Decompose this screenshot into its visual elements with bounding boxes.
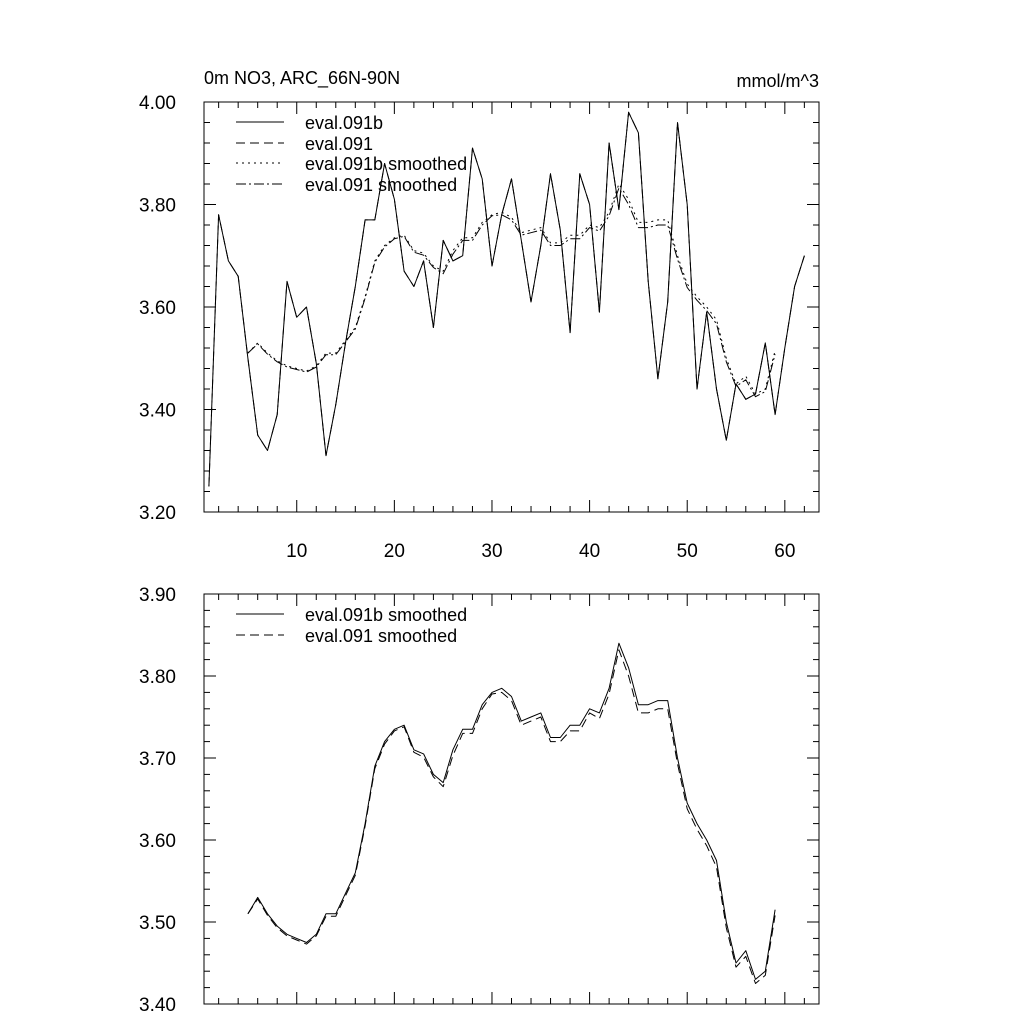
y-tick-label: 3.60 bbox=[139, 831, 176, 852]
units-label: mmol/m^3 bbox=[736, 71, 819, 91]
series-line-eval-091b bbox=[209, 112, 805, 486]
y-tick-label: 3.90 bbox=[139, 585, 176, 606]
chart-title: 0m NO3, ARC_66N-90N bbox=[204, 68, 401, 88]
legend-label-eval-091b-smoothed: eval.091b smoothed bbox=[305, 154, 468, 174]
y-tick-label: 3.20 bbox=[139, 503, 176, 524]
y-tick-label: 3.40 bbox=[139, 400, 176, 422]
x-tick-label: 10 bbox=[286, 541, 308, 562]
x-tick-label: 50 bbox=[676, 541, 698, 562]
legend-label-eval-091b-smoothed: eval.091b smoothed bbox=[305, 605, 468, 625]
bottom-panel bbox=[139, 585, 819, 1016]
top-panel-legend bbox=[236, 113, 467, 195]
y-tick-label: 3.50 bbox=[139, 913, 176, 934]
series-line-eval-091 bbox=[209, 112, 805, 486]
series-line-eval-091b-smoothed bbox=[248, 643, 775, 979]
legend-label-eval-091-smoothed: eval.091 smoothed bbox=[305, 626, 458, 646]
bottom-panel-legend bbox=[236, 605, 467, 646]
legend-label-eval-091: eval.091 bbox=[305, 134, 374, 154]
y-tick-label: 3.80 bbox=[139, 195, 176, 217]
bottom-panel-ticks bbox=[139, 585, 819, 1016]
x-tick-label: 60 bbox=[774, 541, 796, 562]
x-tick-label: 20 bbox=[383, 541, 405, 562]
y-tick-label: 3.70 bbox=[139, 749, 176, 770]
y-tick-label: 4.00 bbox=[139, 93, 176, 114]
y-tick-label: 3.80 bbox=[139, 667, 176, 688]
x-tick-label: 40 bbox=[579, 541, 601, 562]
x-tick-label: 30 bbox=[481, 541, 503, 562]
bottom-panel-series bbox=[248, 643, 775, 983]
legend-label-eval-091b: eval.091b bbox=[305, 113, 384, 133]
y-tick-label: 3.40 bbox=[139, 995, 176, 1016]
legend-label-eval-091-smoothed: eval.091 smoothed bbox=[305, 175, 458, 195]
y-tick-label: 3.60 bbox=[139, 298, 176, 319]
top-panel bbox=[139, 68, 819, 562]
top-panel-frame bbox=[204, 102, 819, 512]
series-line-eval-091-smoothed bbox=[248, 650, 775, 984]
top-panel-series bbox=[209, 112, 805, 486]
bottom-panel-frame bbox=[204, 594, 819, 1004]
